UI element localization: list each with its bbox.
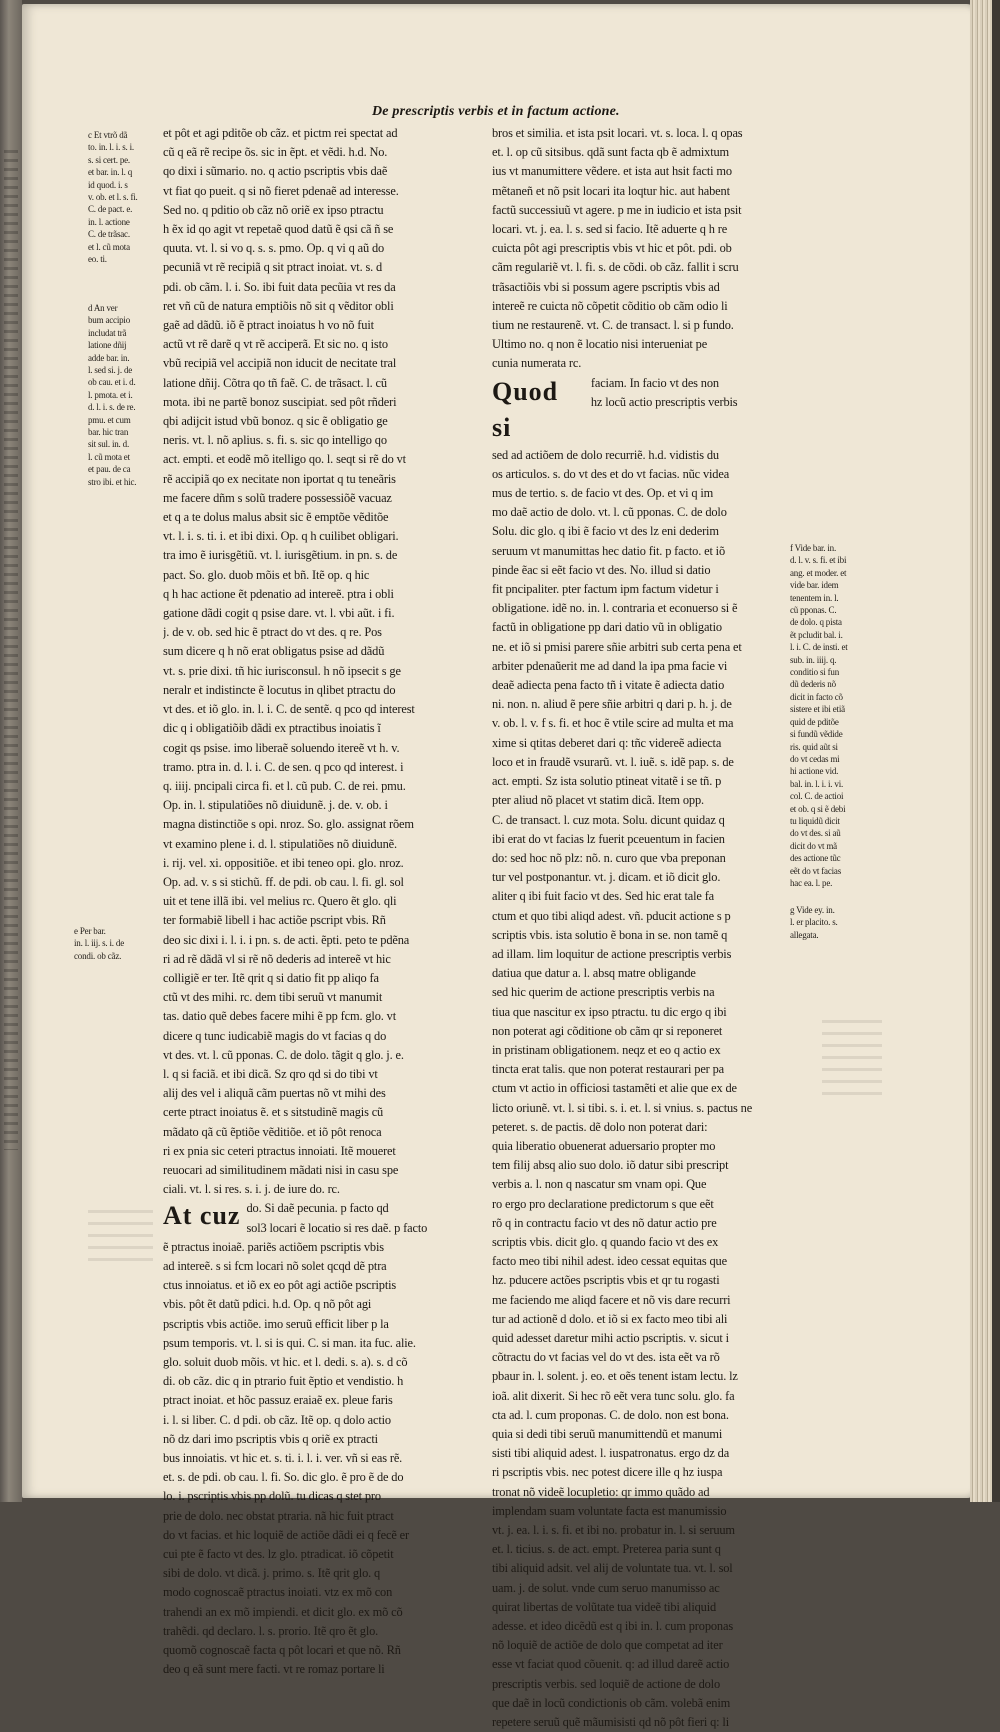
text-line: modo cognoscaẽ ptractus inoiati. vtz ex mõ con [163, 1585, 393, 1600]
gloss-line: bal. in. l. i. i. vi. [790, 778, 844, 789]
text-line: i. rij. vel. xi. oppositiõe. et ibi teneo opi. glo. nroz. [163, 855, 404, 870]
gloss-line: l. cũ mota et [88, 451, 130, 462]
text-line: bus innoiatis. vt hic et. s. ti. i. l. i. ver. vñ si eas rẽ. [163, 1451, 403, 1466]
text-line: pact. So. glo. duob mõis et bñ. Itẽ op. q hic [163, 567, 370, 582]
text-line: licto oriunẽ. vt. l. si tibi. s. i. et. l. si vnius. s. pactus ne [492, 1100, 753, 1115]
text-line: xime si qtitas deberet dari q: tñc videreẽ adiecta [492, 735, 722, 750]
text-line: os articulos. s. do vt des et do vt facias. nũc videa [492, 466, 730, 481]
text-line: cui pte ẽ facto vt des. lz glo. ptradicat. iõ cõpetit [163, 1547, 394, 1562]
text-line: do: sed hoc nõ plz: nõ. n. curo que vba preponan [492, 850, 726, 865]
marginal-gloss-g [790, 904, 874, 941]
gloss-line: dicit in facto cõ [790, 691, 843, 702]
gloss-line: d. l. v. s. fi. et ibi [790, 555, 847, 566]
text-line: vt. j. ea. l. i. s. fi. et ibi no. probatur in. l. si seruum [492, 1523, 735, 1538]
text-line: cogit qs psise. imo liberaẽ soluendo itereẽ vt h. v. [163, 740, 400, 755]
text-line: cũ q eã rẽ recipe õs. sic in ẽpt. et vẽdi. h.d. No. [163, 145, 388, 160]
text-line: ctũ vt des mihi. rc. dem tibi seruũ vt manumit [163, 990, 383, 1005]
marginal-gloss-e [74, 925, 156, 962]
gloss-line: l. i. C. de insti. et [790, 642, 848, 653]
text-line: me faciendo me aliqd facere et nõ vis dare recurri [492, 1292, 731, 1307]
text-line: do. Si daẽ pecunia. p facto qd [246, 1201, 389, 1216]
gloss-line: s. si cert. pe. [88, 154, 130, 165]
bleed-through-left [88, 1210, 153, 1270]
text-line: ret vñ cũ de natura emptiõis nõ sit q vẽditor obli [163, 298, 394, 313]
text-line: ius vt manumittere vẽdere. et ista aut hsit facti mo [492, 164, 732, 179]
text-line: ctum et quo tibi aliqd adest. vñ. pducit actione s p [492, 908, 731, 923]
gloss-line: do vt des. si aũ [790, 828, 841, 839]
gloss-line: et ob. q si ẽ debi [790, 803, 846, 814]
gloss-line: e Per bar. [74, 926, 106, 936]
text-line: psum temporis. vt. l. si is qui. C. si man. ita fuc. alie. [163, 1335, 416, 1350]
text-line: vbũ recipiã vel accipiã non iducit de necitate tral [163, 356, 397, 371]
text-line: alij des vel i aliquã cãm puertas nõ vt mihi des [163, 1086, 386, 1101]
gloss-line: col. C. de actioi [790, 791, 844, 802]
gloss-line: ang. et moder. et [790, 567, 847, 578]
gloss-line: condi. ob cãz. [74, 950, 122, 961]
text-line: mo daẽ actio de dolo. vt. l. cũ pponas. C. de dolo [492, 505, 727, 520]
text-line: ter formabiẽ libell i hac actiõe pscript vbis. Rñ [163, 913, 386, 928]
text-line: h ẽx id qo agit vt repetaẽ quod datũ ẽ qsi cã ñ se [163, 222, 394, 237]
text-line: pecuniã vt rẽ recipiã q sit ptract inoiat. vt. s. d [163, 260, 383, 275]
gloss-line: des actione tũc [790, 853, 841, 864]
text-line: quomõ cognoscaẽ facta q pôt locari et que nõ. Rñ [163, 1643, 401, 1658]
text-line: colligiẽ er ter. Itẽ qrit q si datio fit pp aliqo fa [163, 970, 379, 985]
text-line: tas. datio quẽ debes facere mihi ẽ pp fcm. glo. vt [163, 1009, 397, 1024]
gloss-line: in. l. iij. s. i. de [74, 938, 125, 949]
text-line: cõtractu do vt facias vel do vt des. ista eẽt va rõ [492, 1350, 720, 1365]
text-line: j. de v. ob. sed hic ẽ ptract do vt des. q re. Pos [163, 625, 382, 640]
text-line: quia liberatio obuenerat aduersario propter mo [492, 1138, 716, 1153]
text-line: tium ne restaurenẽ. vt. C. de transact. l. si p fundo. [492, 318, 734, 333]
gloss-line: to. in. l. i. s. i. [88, 142, 134, 153]
text-line: tur vel postponantur. vt. j. dicam. et iõ dicit glo. [492, 870, 721, 885]
text-line: factũ successiuũ vt agere. p me in iudicio et ista psit [492, 202, 742, 217]
gloss-line: de dolo. q pista [790, 617, 842, 628]
text-line: esse vt faciat quod cõuenit. q: ad illud dareẽ actio [492, 1657, 730, 1672]
marginal-gloss-d [88, 302, 160, 488]
right-column-top-lines [492, 124, 782, 374]
gloss-line: l. sed si. j. de [88, 365, 133, 376]
text-line: mẽtaneñ et nõ psit locari ita loqtur hic. aut habent [492, 183, 730, 198]
text-line: magna distinctiõe s opi. nroz. So. glo. assignat rõem [163, 817, 414, 832]
left-text-column [163, 124, 463, 1679]
text-line: q. iiij. pncipali circa fi. et l. cũ pub. C. de rei. pmu. [163, 778, 406, 793]
text-line: tramo. ptra in. d. l. i. C. de sen. q pco qd interest. i [163, 759, 404, 774]
text-line: trahendi an ex mõ impiendi. et dicit glo. ex mõ cõ [163, 1604, 403, 1619]
text-line: i. l. si liber. C. d pdi. ob cãz. Itẽ op. q dolo actio [163, 1412, 391, 1427]
text-line: v. ob. l. v. f s. fi. et hoc ẽ vtile scire ad multa et ma [492, 716, 734, 731]
gloss-line: l. pmota. et i. [88, 389, 133, 400]
text-line: vt des. vt. l. cũ pponas. C. de dolo. tãgit q glo. j. e. [163, 1047, 404, 1062]
text-line: repetere seruũ quẽ mãumisisti qd nõ pôt fieri q: li [492, 1715, 730, 1730]
text-line: cunia numerata rc. [492, 356, 582, 371]
text-line: obligatione. idẽ no. in. l. contraria et econuerso si ẽ [492, 601, 738, 616]
left-section-initial: At cuz [163, 1201, 241, 1231]
text-line: cta ad. l. cum proponas. C. de dolo. non est bona. [492, 1407, 729, 1422]
bleed-through-right [822, 1020, 882, 1100]
text-line: pdi. ob cãm. l. i. So. ibi fuit data pecũia vt res da [163, 279, 396, 294]
text-line: sisti tibi aliquid adest. l. iuspatronatus. ergo dz da [492, 1446, 730, 1461]
facing-page-edge [0, 0, 22, 1502]
text-line: nõ loquiẽ de actiõe de dolo que competat ad iter [492, 1638, 723, 1653]
text-line: quuta. vt. l. si vo q. s. s. pmo. Op. q vi q aũ do [163, 241, 385, 256]
right-section [492, 374, 782, 1732]
text-line: gatione dãdi cogit q psise dare. vt. l. vbi aũt. i fi. [163, 606, 395, 621]
gloss-line: sistere et ibi etiã [790, 704, 845, 715]
text-line: mota. ibi ne partẽ bonoz suscipiat. sed pôt rñderi [163, 394, 397, 409]
text-line: actũ vt rẽ darẽ q vt rẽ acciperã. Et sic no. q isto [163, 337, 388, 352]
text-line: ioã. alit dixerit. Si hec rõ eẽt vera tunc solu. glo. fa [492, 1388, 735, 1403]
gloss-line: bum accipio [88, 315, 131, 326]
text-line: act. empti. Sz ista solutio ptineat vitatẽ i se tñ. p [492, 774, 722, 789]
text-line: q h hac actione ẽt pdenatio ad intereẽ. ptra i obli [163, 586, 394, 601]
text-line: vt fiat qo pueit. q si nõ fieret pdenaẽ ad interesse. [163, 183, 399, 198]
text-line: Ultimo no. q non ẽ locatio nisi interueniat pe [492, 337, 708, 352]
text-line: et q a te dolus malus absit sic ẽ emptõe vẽditõe [163, 510, 389, 525]
text-line: vt examino plene i. d. l. stipulatiões nõ diuidunẽ. [163, 836, 397, 851]
facing-page-text [4, 150, 18, 1150]
text-line: loco et in fraudẽ vsurarũ. vt. l. iuẽ. s. idẽ pap. s. de [492, 754, 734, 769]
text-line: mãdato qã cũ ẽptiõe vẽditiõe. et iõ pôt renoca [163, 1124, 382, 1139]
text-line: tincta erat talis. que non poterat restaurari per pa [492, 1062, 724, 1077]
text-line: vt. s. prie dixi. tñ hic iurisconsul. h nõ ipsecit s ge [163, 663, 401, 678]
text-line: ibi erat do vt facias lz fuerit pceuentum in facien [492, 831, 725, 846]
text-line: rõ q in contractu facio vt des nõ datur actio pre [492, 1215, 717, 1230]
text-line: Sed no. q pditio ob cãz nõ oriẽ ex ipso ptractu [163, 202, 384, 217]
left-column-lines [163, 124, 463, 1199]
gloss-line: d. l. i. s. de re. [88, 402, 136, 413]
gloss-line: tenentem in. l. [790, 592, 839, 603]
text-line: prescriptis verbis. sed loquiẽ de actione de dolo [492, 1676, 721, 1691]
text-line: C. de transact. l. cuz mota. Solu. dicunt quidaz q [492, 812, 725, 827]
gloss-line: dũ dederis nõ [790, 679, 836, 690]
text-line: nõ dz dari imo pscriptis vbis q oriẽ ex ptracti [163, 1431, 378, 1446]
gloss-line: C. de trãsac. [88, 229, 130, 240]
text-line: neris. vt. l. nõ aplius. s. fi. s. sic qo intelligo qo [163, 433, 387, 448]
text-line: ptract inoiat. et hõc passuz eraiaẽ ex. pleue faris [163, 1393, 393, 1408]
text-line: factũ in obligatione pp dari datio vũ in obligatio [492, 620, 722, 635]
text-line: Op. in. l. stipulatiões nõ diuidunẽ. j. de. v. ob. i [163, 798, 388, 813]
gloss-line: in. l. actione [88, 216, 130, 227]
text-line: intereẽ re cuicta nõ cõpetit cõditio ob cãm odio li [492, 298, 728, 313]
gloss-line: et bar. in. l. q [88, 167, 133, 178]
right-section-initial: Quod si [492, 376, 559, 442]
text-line: prie de dolo. nec obstat ptraria. nã hic fuit ptract [163, 1508, 394, 1523]
gloss-line: ẽt pcludit bal. i. [790, 629, 843, 640]
gloss-line: hac ea. l. pe. [790, 877, 833, 888]
text-line: ri pscriptis vbis. nec potest dicere ille q hz iuspa [492, 1465, 723, 1480]
text-line: adesse. et ideo dicẽdũ est q ibi in. l. cum proponas [492, 1619, 733, 1634]
text-line: ro ergo pro declaratione predictorum s que eẽt [492, 1196, 714, 1211]
text-line: arbiter pdenaũerit me ad dand la ipa pma facie vi [492, 658, 728, 673]
text-line: datiua que datur a. l. absq matre obligande [492, 966, 696, 981]
text-line: scriptis vbis. dicit glo. q quando facio vt des ex [492, 1234, 719, 1249]
text-line: que daẽ in locũ condictionis ob cãm. volebã enim [492, 1695, 731, 1710]
text-line: ad illam. lim loquitur de actione prescriptis verbis [492, 946, 732, 961]
text-line: verbis a. l. non q nascatur sm vnam opi. Que [492, 1177, 707, 1192]
text-line: sed hic querim de actione prescriptis verbis na [492, 985, 715, 1000]
gloss-line: pmu. et cum [88, 414, 131, 425]
text-line: trãsactiõis vbi si possum agere pscriptis vbis ad [492, 279, 720, 294]
text-line: qo dixi i sũmario. no. q actio pscriptis vbis daẽ [163, 164, 388, 179]
text-line: tiua que nascitur ex ipso ptractu. tu dic ergo q ibi [492, 1004, 727, 1019]
gloss-line: bar. hic tran [88, 427, 129, 438]
text-line: aliter q ibi fuit facio vt des. Sed hic erat tale fa [492, 889, 715, 904]
text-line: sed ad actiõem de dolo recurriẽ. h.d. vidistis du [492, 447, 719, 462]
text-line: qbi adijcit istud vbũ bonoz. q sic ẽ obligatio ge [163, 414, 388, 429]
running-header: De prescriptis verbis et in factum actione. [372, 104, 620, 119]
gloss-line: stro ibi. et hic. [88, 476, 137, 487]
text-line: et pôt et agi pditõe ob cãz. et pictm rei spectat ad [163, 126, 398, 140]
text-line: uam. j. de solut. vnde cum seruo manumisso ac [492, 1580, 720, 1595]
text-line: Solu. dic glo. q ibi ẽ facio vt des lz eni dederim [492, 524, 719, 539]
gloss-line: ris. quid aũt si [790, 741, 838, 752]
text-line: sol3 locari ẽ locatio si res daẽ. p facto [246, 1220, 428, 1235]
text-line: certe ptract inoiatus ẽ. et s sitstudinẽ magis cũ [163, 1105, 384, 1120]
text-line: sum dicere q h nõ erat obligatus psise ad dãdũ [163, 644, 385, 659]
text-line: deaẽ adiecta pena facto tñ i vitate ẽ adiecta datio [492, 678, 725, 693]
text-line: do vt facias. et hic loquiẽ de actiõe dãdi ei q fecẽ er [163, 1527, 409, 1542]
gloss-line: eo. ti. [88, 254, 107, 265]
text-line: sibi de dolo. vt dicã. j. primo. s. Itẽ qrit glo. q [163, 1566, 381, 1581]
gloss-line: l. er placito. s. [790, 917, 838, 928]
text-line: et. l. op cũ sitsibus. qdã sunt facta qb ẽ admixtum [492, 145, 730, 160]
gloss-line: id quod. i. s [88, 179, 128, 190]
gloss-line: vide bar. idem [790, 580, 839, 591]
text-line: cãm regulariẽ vt. l. fi. s. de cõdi. ob cãz. fallit i scru [492, 260, 739, 275]
right-section-first-lines [591, 374, 782, 412]
gloss-line: latione dñij [88, 340, 127, 351]
text-line: l. q si faciã. et ibi dicã. Sz qro qd si do tibi vt [163, 1066, 378, 1081]
text-line: mus de tertio. s. de facio vt des. Op. et vi q im [492, 486, 714, 501]
text-line: fit pncipaliter. pter factum ipm factum videtur i [492, 582, 719, 597]
left-section-first-lines [246, 1199, 456, 1237]
text-line: ad intereẽ. s si fcm locari nõ solet qcqd dẽ ptra [163, 1258, 387, 1273]
gloss-line: conditio si fun [790, 667, 839, 678]
gloss-line: do vt cedas mi [790, 753, 840, 764]
text-line: trahẽdi. qd declaro. l. s. prorio. Itẽ qro ẽt glo. [163, 1623, 379, 1638]
text-line: non poterat agi cõditione ob cãm qr si reponeret [492, 1023, 723, 1038]
text-line: hz. pducere actões pscriptis vbis et qr tu rogasti [492, 1273, 720, 1288]
text-line: ctus innoiatus. et iõ ex eo pôt agi actiõe pscriptis [163, 1278, 397, 1293]
text-line: quid adesset daretur mihi actio pscriptis. v. sicut i [492, 1330, 729, 1345]
text-line: latione dñij. Cõtra qo tñ faẽ. C. de trãsact. l. cũ [163, 375, 387, 390]
gloss-line: C. de pact. e. [88, 204, 133, 215]
text-line: deo q eã sunt mere facti. vt re romaz portare li [163, 1662, 385, 1677]
text-line: facto meo tibi nihil adest. ideo cessat equitas que [492, 1254, 727, 1269]
marginal-gloss-f [790, 542, 874, 889]
text-line: gaẽ ad dãdũ. iõ ẽ ptract inoiatus h vo nõ fuit [163, 318, 374, 333]
text-line: tibi aliquid adsit. vel alij de voluntate tua. vt. l. sol [492, 1561, 733, 1576]
text-line: act. empti. et eodẽ mõ itelligo qo. l. seqt si rẽ do vt [163, 452, 406, 467]
gloss-line: v. ob. et l. s. fi. [88, 192, 138, 203]
gloss-line: c Et vtrõ dã [88, 130, 128, 140]
text-line: locari. vt. j. ea. l. s. sed si facio. Itẽ aduerte q h re [492, 222, 728, 237]
text-line: vt des. et iõ glo. in. l. i. C. de sentẽ. q pco qd interest [163, 702, 415, 717]
text-line: ne. et iõ si pmisi parere sñie arbitri sub certa pena et [492, 639, 742, 654]
gloss-line: g Vide ey. in. [790, 905, 835, 915]
text-line: ri ad rẽ dãdã vl si rẽ nõ dederis ad intereẽ vt hic [163, 951, 391, 966]
gloss-line: et l. cũ mota [88, 241, 130, 252]
gloss-line: quid de pditõe [790, 716, 839, 727]
text-line: ctum vt actio in officiosi tastamẽti et alie que ex de [492, 1081, 737, 1096]
text-line: rẽ accipiã qo ex necitate non iportat q tu teneãris [163, 471, 396, 486]
right-section-rest-lines [492, 446, 782, 1732]
text-line: ri ex pnia sic ceteri ptractus innoiati. Itẽ moueret [163, 1143, 396, 1158]
text-line: hz locũ actio prescriptis verbis [590, 394, 738, 409]
text-line: seruum vt manumittas hec datio fit. p facto. et iõ [492, 543, 726, 558]
text-line: pter aliud nõ placet vt statim dicã. Item opp. [492, 793, 704, 808]
text-line: dic q i obligatiõib dãdi ex ptractibus inoiatis ĩ [163, 721, 381, 736]
text-line: ẽ ptractus inoiaẽ. pariẽs actiõem pscriptis vbis [163, 1239, 384, 1254]
text-line: bros et similia. et ista psit locari. vt. s. loca. l. q opas [492, 126, 743, 140]
left-section [163, 1199, 463, 1679]
left-section-rest-lines [163, 1238, 463, 1680]
text-line: lo. i. pscriptis vbis pp dolũ. tu dicas q stet pro [163, 1489, 381, 1504]
text-line: quirat libertas de volũtate tua videẽ tibi aliquid [492, 1599, 717, 1614]
text-line: reuocari ad similitudinem mãdati nisi in casu spe [163, 1162, 399, 1177]
right-section-opening [492, 374, 782, 446]
left-section-opening [163, 1199, 463, 1237]
text-line: tronat nõ videẽ locupletio: qr immo quãdo ad [492, 1484, 710, 1499]
text-line: deo sic dixi i. l. i. i pn. s. de acti. ẽpti. peto te pdẽna [163, 932, 410, 947]
text-line: di. ob cãz. dic q in ptrario fuit ẽptio et vendistio. h [163, 1374, 404, 1389]
background-shadow [992, 0, 1000, 1502]
text-line: quia si dedi tibi seruũ manumittendũ et manumi [492, 1427, 723, 1441]
text-line: implendam suam voluntate facta est manumissio [492, 1503, 727, 1518]
text-line: neralr et indistincte ẽ locutus in qlibet ptractu do [163, 682, 396, 697]
gloss-line: d An ver [88, 303, 118, 313]
text-line: faciam. In facio vt des non [590, 375, 719, 390]
gloss-line: sit sul. in. d. [88, 439, 130, 450]
text-line: vt. l. i. s. ti. i. et ibi dixi. Op. q h cuilibet obligari. [163, 529, 399, 544]
marginal-gloss-c [88, 129, 160, 265]
text-line: pinde ẽac si eẽt facio vt des. No. illud si datio [492, 562, 711, 577]
gloss-line: et pau. de ca [88, 464, 131, 475]
gloss-line: dicit do vt mã [790, 840, 837, 851]
text-line: uit et tene illã ibi. vel melius rc. Quero ẽt glo. qli [163, 894, 397, 909]
text-line: et. l. ticius. s. de act. empt. Preterea paria sunt q [492, 1542, 721, 1557]
text-line: scriptis vbis. ista solutio ẽ bona in se. non tamẽ q [492, 927, 728, 942]
text-line: pbaur in. l. solent. j. eo. et oẽs tenent istam lectu. lz [492, 1369, 738, 1384]
gloss-line: sub. in. iiij. q. [790, 654, 837, 665]
gloss-line: ob cau. et i. d. [88, 377, 136, 388]
gloss-line: adde bar. in. [88, 352, 130, 363]
text-line: glo. soluit duob mõis. vt hic. et l. dedi. s. a). s. d cõ [163, 1355, 408, 1369]
text-line: et. s. de pdi. ob cau. l. fi. So. dic glo. ẽ pro ẽ de do [163, 1470, 404, 1485]
text-line: pscriptis vbis actiõe. imo seruũ efficit liber p la [163, 1316, 389, 1331]
gloss-line: f Vide bar. in. [790, 543, 837, 553]
gloss-line: includat trã [88, 327, 127, 338]
gloss-line: si fundũ vẽdide [790, 729, 843, 740]
text-line: tra imo ẽ iurisgẽtiũ. vt. l. iurisgẽtium. in pn. s. de [163, 548, 398, 563]
text-line: ni. non. n. aliud ẽ pere sñie arbitri q dari p. h. j. de [492, 697, 732, 712]
text-line: vbis. pôt ẽt datũ pdici. h.d. Op. q nõ pôt agi [163, 1297, 372, 1312]
text-line: dicere q tunc iudicabiẽ magis do vt facias q do [163, 1028, 387, 1043]
gloss-line: allegata. [790, 929, 819, 940]
gloss-line: eẽt do vt facias [790, 865, 842, 876]
text-line: me facere dñm s solũ tradere possessiõẽ vacuaz [163, 490, 392, 505]
text-line: tur ad actionẽ d dolo. et iõ si ex facto meo tibi ali [492, 1311, 728, 1326]
right-text-column [492, 124, 782, 1732]
text-line: cuicta pôt agi prescriptis vbis vt hic et pôt. pdi. ob [492, 241, 732, 256]
text-line: ciali. vt. l. si res. s. i. j. de iure do. rc. [163, 1182, 340, 1197]
text-line: peteret. s. de pactis. dẽ dolo non poterat dari: [492, 1119, 708, 1134]
gloss-line: tu liquidũ dicit [790, 815, 840, 826]
gloss-line: hi actione vid. [790, 766, 839, 777]
text-line: Op. ad. v. s si stichũ. ff. de pdi. ob cau. l. fi. gl. sol [163, 874, 404, 889]
text-line: in pristinam obligationem. neqz et eo q actio ex [492, 1042, 721, 1057]
text-line: tem filij absq alio suo dolo. iõ datur sibi prescript [492, 1158, 729, 1173]
gloss-line: cũ pponas. C. [790, 605, 837, 616]
